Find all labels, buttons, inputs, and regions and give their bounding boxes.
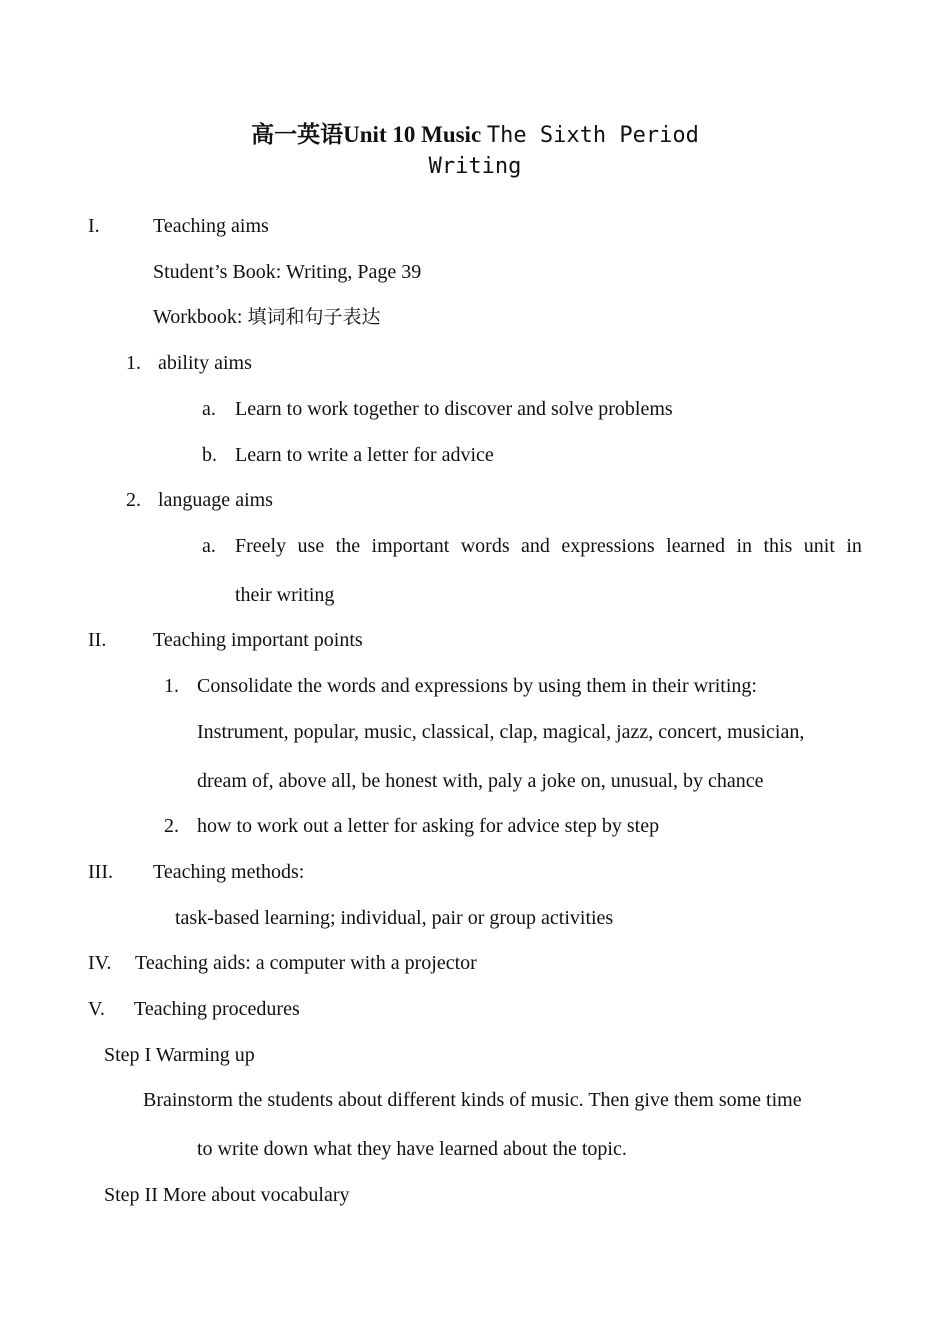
word: and bbox=[521, 535, 550, 557]
ability-b-text: Learn to write a letter for advice bbox=[235, 444, 494, 466]
word: expressions bbox=[561, 535, 655, 557]
word: unit bbox=[803, 535, 835, 557]
point-2-number: 2. bbox=[164, 815, 179, 837]
step-1-body-line-2: to write down what they have learned about the topic. bbox=[197, 1138, 627, 1160]
title-chinese: 高一英语 bbox=[251, 121, 344, 148]
point-1-words-line: Instrument, popular, music, classical, clap, magical, jazz, concert, musician, bbox=[197, 721, 805, 743]
page-title bbox=[0, 120, 950, 151]
title-subtitle: Writing bbox=[428, 154, 522, 179]
word: Freely bbox=[235, 535, 287, 557]
word: in bbox=[846, 535, 862, 557]
page-subtitle bbox=[0, 151, 950, 182]
word: words bbox=[460, 535, 510, 557]
workbook-label: Workbook: bbox=[153, 306, 248, 328]
section-1-numeral: I. bbox=[88, 215, 100, 237]
students-book-line: Student’s Book: Writing, Page 39 bbox=[153, 261, 422, 283]
language-aims-label: language aims bbox=[158, 489, 273, 511]
word: use bbox=[297, 535, 325, 557]
word: in bbox=[736, 535, 752, 557]
word: this bbox=[763, 535, 793, 557]
section-5-heading: Teaching procedures bbox=[134, 998, 300, 1020]
title-period: The Sixth Period bbox=[486, 123, 699, 148]
language-a-continuation: their writing bbox=[235, 584, 335, 606]
ability-a-marker: a. bbox=[202, 398, 216, 420]
ability-b-marker: b. bbox=[202, 444, 217, 466]
title-unit: Unit 10 Music bbox=[343, 122, 482, 147]
language-a-text bbox=[235, 534, 862, 558]
language-a-marker: a. bbox=[202, 535, 216, 557]
point-1-text: Consolidate the words and expressions by using them in their writing: bbox=[197, 675, 757, 697]
ability-aims-label: ability aims bbox=[158, 352, 252, 374]
section-3-numeral: III. bbox=[88, 861, 113, 883]
workbook-chinese: 填词和句子表达 bbox=[247, 306, 381, 328]
teaching-methods-body: task-based learning; individual, pair or group activities bbox=[175, 907, 614, 929]
section-4-heading: Teaching aids: a computer with a projector bbox=[135, 952, 477, 974]
word: important bbox=[371, 535, 450, 557]
word: learned bbox=[666, 535, 725, 557]
step-1-heading: Step I Warming up bbox=[104, 1044, 255, 1066]
step-1-body-line-1: Brainstorm the students about different kinds of music. Then give them some time bbox=[143, 1089, 802, 1111]
word: the bbox=[335, 535, 361, 557]
section-1-heading: Teaching aims bbox=[153, 215, 269, 237]
section-4-numeral: IV. bbox=[88, 952, 112, 974]
section-5-numeral: V. bbox=[88, 998, 105, 1020]
section-2-heading: Teaching important points bbox=[153, 629, 363, 651]
point-1-phrases-line: dream of, above all, be honest with, paly a joke on, unusual, by chance bbox=[197, 770, 764, 792]
section-2-numeral: II. bbox=[88, 629, 107, 651]
ability-aims-number: 1. bbox=[126, 352, 141, 374]
point-2-text: how to work out a letter for asking for advice step by step bbox=[197, 815, 660, 837]
point-1-number: 1. bbox=[164, 675, 179, 697]
step-2-heading: Step II More about vocabulary bbox=[104, 1184, 350, 1206]
workbook-line bbox=[153, 305, 381, 329]
section-3-heading: Teaching methods: bbox=[153, 861, 305, 883]
language-aims-number: 2. bbox=[126, 489, 141, 511]
ability-a-text: Learn to work together to discover and solve problems bbox=[235, 398, 673, 420]
